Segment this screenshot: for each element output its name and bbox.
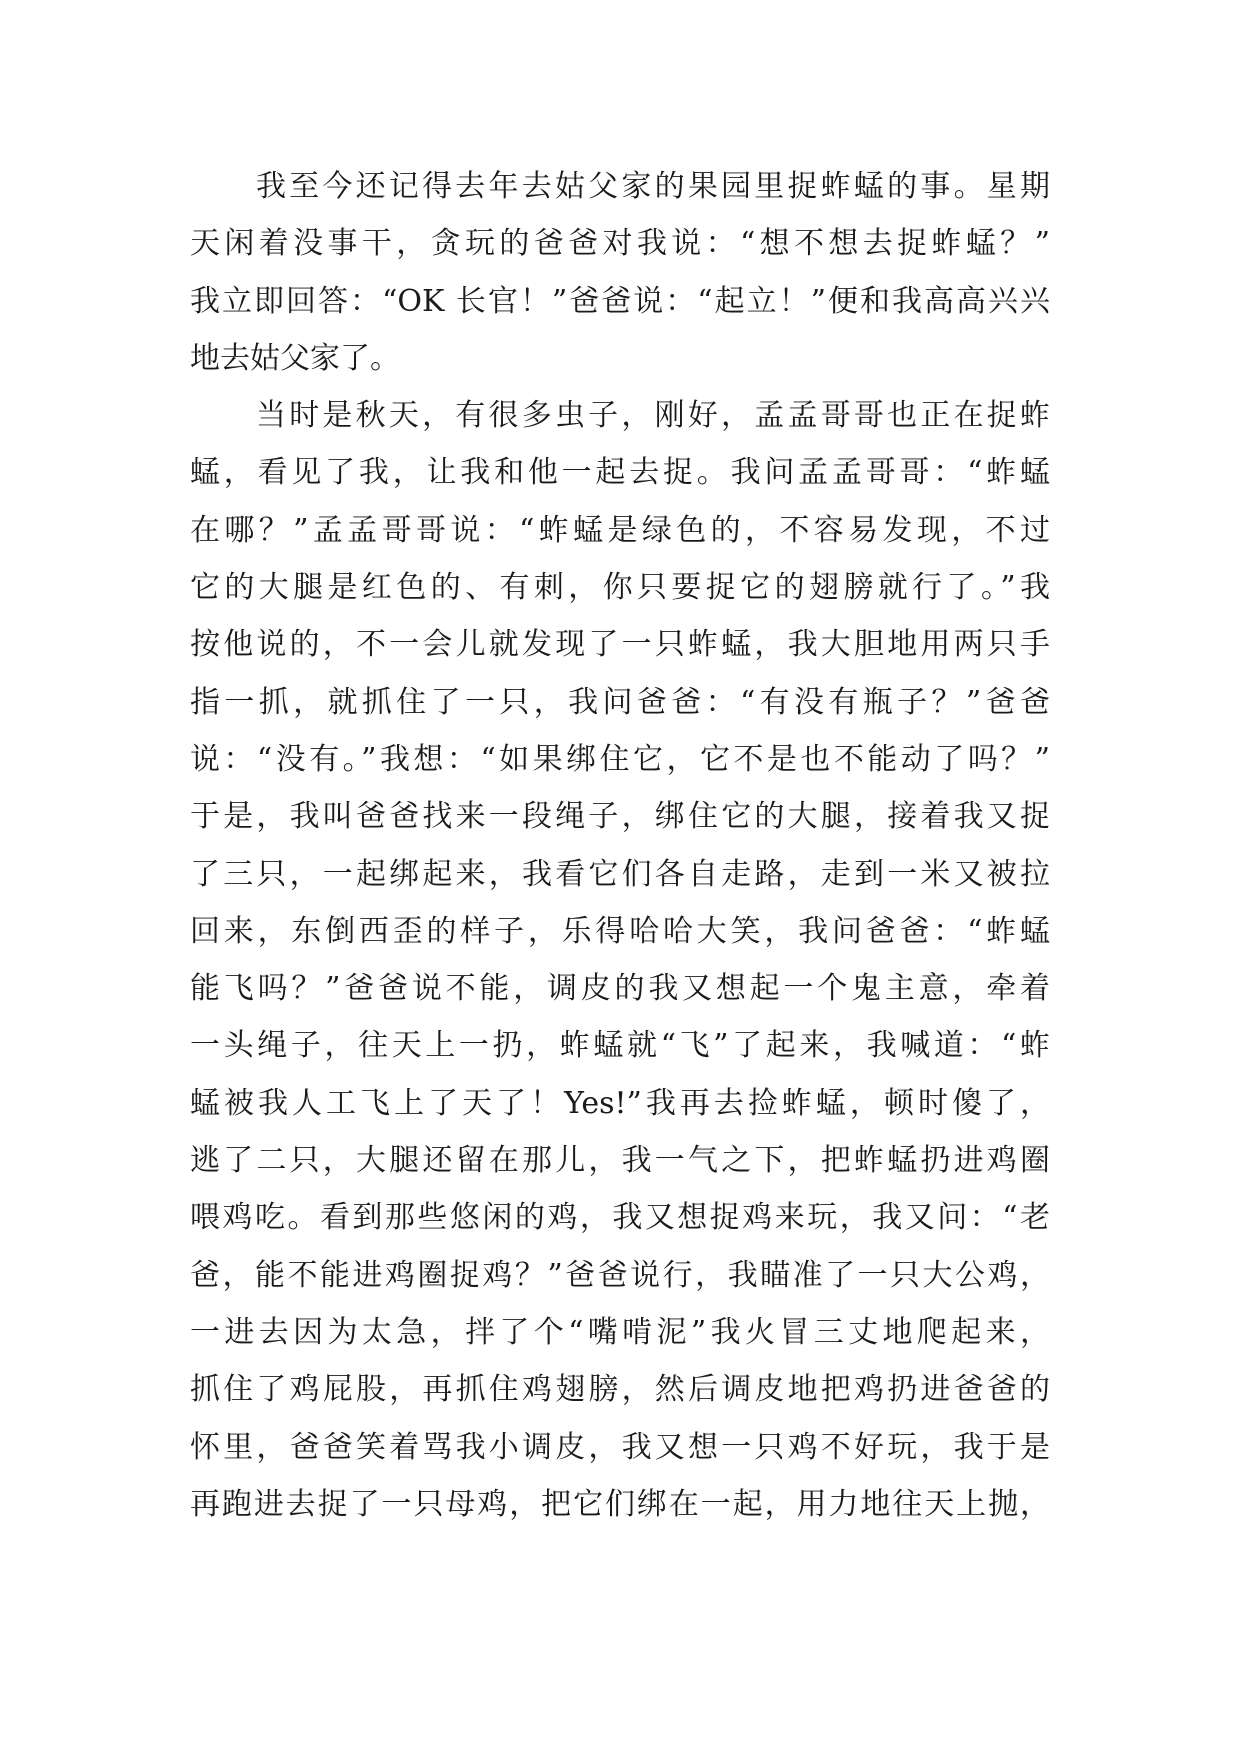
paragraph-1 bbox=[190, 158, 1050, 387]
text-line: 爸，能不能进鸡圈捉鸡？”爸爸说行，我瞄准了一只大公鸡， bbox=[190, 1257, 1050, 1293]
text-line: 喂鸡吃。看到那些悠闲的鸡，我又想捉鸡来玩，我又问：“老 bbox=[190, 1200, 1050, 1236]
text-line: 抓住了鸡屁股，再抓住鸡翅膀，然后调皮地把鸡扔进爸爸的 bbox=[190, 1372, 1050, 1408]
text-line: 地去姑父家了。 bbox=[190, 340, 400, 376]
text-line: 逃了二只，大腿还留在那儿，我一气之下，把蚱蜢扔进鸡圈 bbox=[190, 1143, 1050, 1179]
text-line: 了三只，一起绑起来，我看它们各自走路，走到一米又被拉 bbox=[190, 856, 1050, 892]
text-line: 能飞吗？”爸爸说不能，调皮的我又想起一个鬼主意，牵着 bbox=[190, 971, 1050, 1007]
text-line: 说：“没有。”我想：“如果绑住它，它不是也不能动了吗？” bbox=[190, 741, 1050, 777]
text-line: 它的大腿是红色的、有刺，你只要捉它的翅膀就行了。”我 bbox=[190, 570, 1050, 606]
text-line: 我至今还记得去年去姑父家的果园里捉蚱蜢的事。星期 bbox=[256, 169, 1050, 204]
body-text bbox=[190, 158, 1050, 1533]
text-line: 我立即回答：“OK 长官！”爸爸说：“起立！”便和我高高兴兴 bbox=[190, 283, 1050, 319]
text-line: 蜢，看见了我，让我和他一起去捉。我问孟孟哥哥：“蚱蜢 bbox=[190, 455, 1050, 491]
text-line: 一头绳子，往天上一扔，蚱蜢就“飞”了起来，我喊道：“蚱 bbox=[190, 1028, 1050, 1064]
text-line: 蜢被我人工飞上了天了！Yes!”我再去捡蚱蜢，顿时傻了， bbox=[190, 1085, 1050, 1121]
text-line: 在哪？”孟孟哥哥说：“蚱蜢是绿色的，不容易发现，不过 bbox=[190, 512, 1050, 548]
paragraph-2 bbox=[190, 387, 1050, 1533]
text-line: 于是，我叫爸爸找来一段绳子，绑住它的大腿，接着我又捉 bbox=[190, 799, 1050, 835]
text-line: 回来，东倒西歪的样子，乐得哈哈大笑，我问爸爸：“蚱蜢 bbox=[190, 913, 1050, 949]
text-line: 一进去因为太急，拌了个“嘴啃泥”我火冒三丈地爬起来， bbox=[190, 1314, 1050, 1350]
text-line: 怀里，爸爸笑着骂我小调皮，我又想一只鸡不好玩，我于是 bbox=[190, 1429, 1050, 1465]
text-line: 指一抓，就抓住了一只，我问爸爸：“有没有瓶子？”爸爸 bbox=[190, 684, 1050, 720]
text-line: 天闲着没事干，贪玩的爸爸对我说：“想不想去捉蚱蜢？” bbox=[190, 226, 1050, 262]
text-line: 按他说的，不一会儿就发现了一只蚱蜢，我大胆地用两只手 bbox=[190, 627, 1050, 663]
text-line: 当时是秋天，有很多虫子，刚好，孟孟哥哥也正在捉蚱 bbox=[256, 398, 1050, 434]
text-line: 再跑进去捉了一只母鸡，把它们绑在一起，用力地往天上抛， bbox=[190, 1486, 1050, 1522]
